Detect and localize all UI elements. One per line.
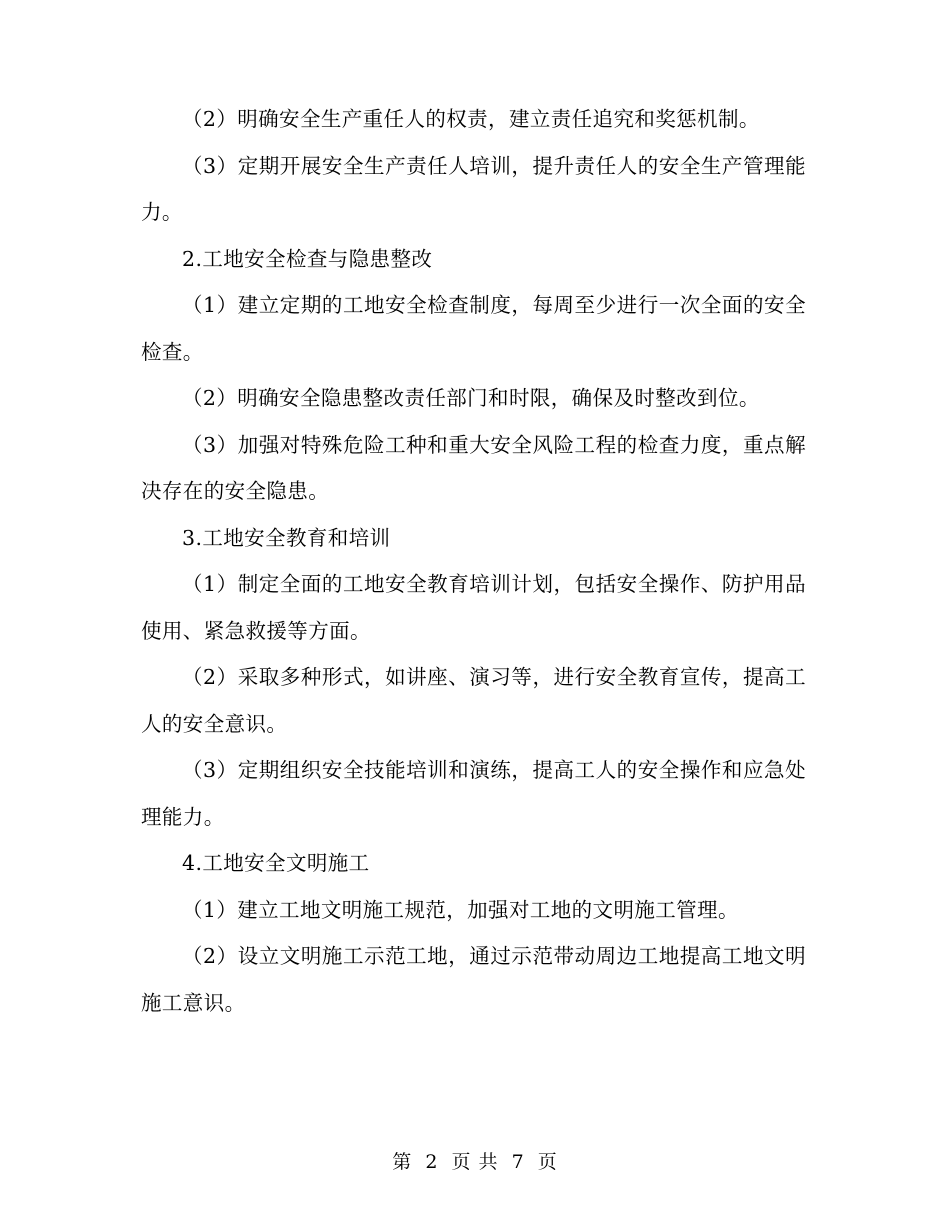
paragraph-special-risk-inspection: （3）加强对特殊危险工种和重大安全风险工程的检查力度，重点解决存在的安全隐患。	[141, 432, 806, 503]
page-footer	[0, 1147, 950, 1174]
footer-prefix: 第	[392, 1151, 413, 1173]
paragraph-awareness-campaign: （2）采取多种形式，如讲座、演习等，进行安全教育宣传，提高工人的安全意识。	[141, 665, 806, 736]
footer-suffix: 页	[537, 1151, 558, 1173]
footer-middle: 页 共	[451, 1151, 499, 1173]
document-body	[141, 96, 806, 1026]
paragraph-demonstration-site: （2）设立文明施工示范工地，通过示范带动周边工地提高工地文明施工意识。	[141, 944, 806, 1015]
paragraph-training-plan: （1）制定全面的工地安全教育培训计划，包括安全操作、防护用品使用、紧急救援等方面。	[141, 572, 806, 643]
footer-page-number: 2	[425, 1151, 439, 1173]
paragraph-responsibility-rights: （2）明确安全生产重任人的权责，建立责任追究和奖惩机制。	[182, 107, 760, 131]
section-heading-civilized-construction: 4.工地安全文明施工	[182, 851, 370, 875]
paragraph-inspection-system: （1）建立定期的工地安全检查制度，每周至少进行一次全面的安全检查。	[141, 293, 806, 364]
section-heading-inspection: 2.工地安全检查与隐患整改	[182, 246, 433, 271]
footer-total-pages: 7	[511, 1151, 525, 1173]
paragraph-skills-drills: （3）定期组织安全技能培训和演练，提高工人的安全操作和应急处理能力。	[141, 758, 806, 829]
paragraph-civilized-standards: （1）建立工地文明施工规范，加强对工地的文明施工管理。	[182, 897, 739, 922]
section-heading-education: 3.工地安全教育和培训	[182, 525, 391, 550]
paragraph-rectification-deadline: （2）明确安全隐患整改责任部门和时限，确保及时整改到位。	[182, 386, 760, 410]
paragraph-responsibility-training: （3）定期开展安全生产责任人培训，提升责任人的安全生产管理能力。	[141, 153, 806, 224]
